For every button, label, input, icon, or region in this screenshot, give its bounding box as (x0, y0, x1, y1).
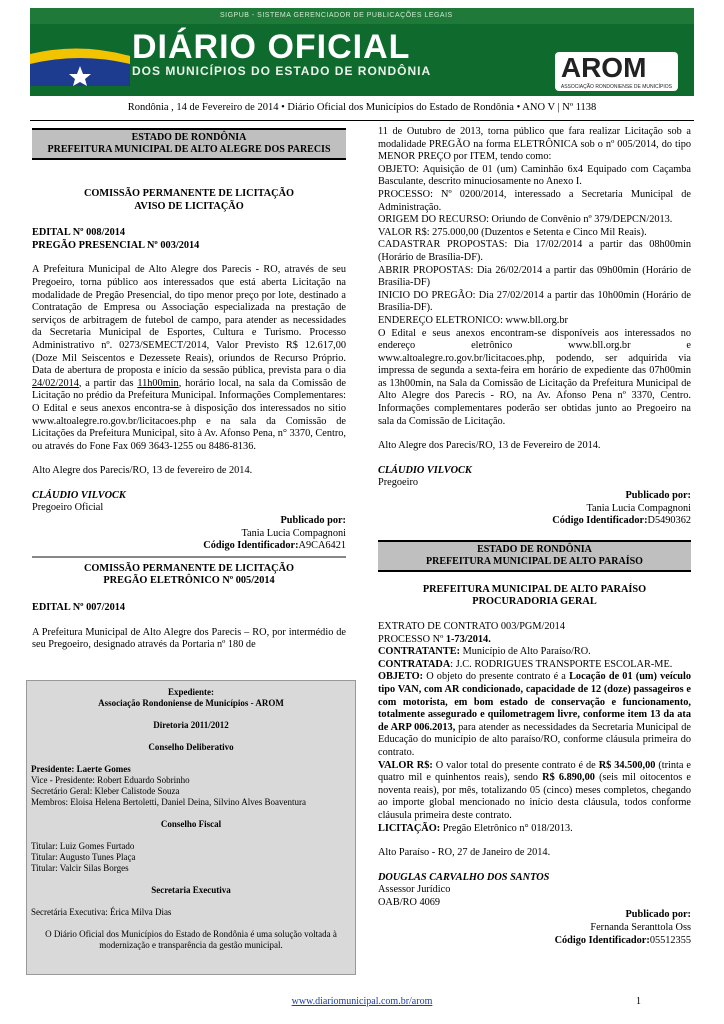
s1-time: 11h00min (137, 377, 179, 389)
r-endereco: ENDEREÇO ELETRONICO: www.bll.org.br (378, 314, 568, 326)
exp-title: Expediente: (168, 687, 214, 697)
s3-contratada-label: CONTRATADA (378, 658, 451, 670)
r-valor: VALOR R$: 275.000,00 (Duzentos e Setenta e Cinco Mil Reais). (378, 226, 647, 238)
r-code: D5490362 (647, 515, 691, 527)
s1-pregao: PREGÃO PRESENCIAL Nº 003/2014 (32, 239, 200, 251)
s3-place: Alto Paraíso - RO, 27 de Janeiro de 2014. (378, 847, 551, 859)
header-state-2: ESTADO DE RONDÔNIA (477, 543, 592, 555)
exp-vice: Vice - Presidente: Robert Eduardo Sobrinho (31, 775, 190, 785)
header-prefeitura: PREFEITURA MUNICIPAL DE ALTO ALEGRE DOS PARECIS (47, 144, 331, 155)
right-column (378, 126, 691, 947)
exp-titular-3: Titular: Valcir Silas Borges (31, 863, 129, 873)
r-pub-name: Tania Lucia Compagnoni (586, 502, 691, 514)
r-place: Alto Alegre dos Parecis/RO, 13 de Fevereiro de 2014. (378, 440, 601, 452)
page-number: 1 (636, 996, 641, 1007)
arom-logo (555, 52, 678, 91)
r-code-line (378, 515, 691, 528)
s1-pub-label: Publicado por: (280, 515, 346, 527)
header-prefeitura-2: PREFEITURA MUNICIPAL DE ALTO PARAÍSO (426, 555, 643, 567)
exp-presidente: Presidente: Laerte Gomes (31, 764, 131, 774)
s1-signature: CLÁUDIO VILVOCK (32, 489, 126, 501)
s1-body-c: , horário local, na sala da Comissão de Licitação no prédio da Prefeitura Municipal. Informações Complementares: O Edital e seus anexos encontra-se à disposição dos interessados no sitio www.altoalegre.ro.gov.br/licitacoes.php e na sala da Comissão de Licitações da Prefeitura Municipal, sito à Av. Afonso Pena, n° 3370, Centro, ou através do Fone Fax 069 3643-1255 ou 8486-8136. (32, 377, 347, 452)
s1-title1: COMISSÃO PERMANENTE DE LICITAÇÃO (83, 188, 295, 199)
s3-valor-f: (seis mil oitocentos e noventa reais), por mês, totalizando 05 (cinco) meses completos, chegando ao importe global mencionado no início desta cláusula, todos conforme cláusula primeira deste contrato. (378, 772, 692, 821)
left-column (32, 128, 346, 652)
r-p1: 11 de Outubro de 2013, torna público que fara realizar Licitação sob a modalidade PREGÃO na forma ELETRÔNICA sob o nº 005/2014, do tipo MENOR PREÇO por ITEM, tendo como: (378, 126, 691, 163)
s3-licitacao-label: LICITAÇÃO: (378, 822, 441, 834)
page-subtitle: DOS MUNICÍPIOS DO ESTADO DE RONDÔNIA (132, 64, 432, 78)
arom-logo-text: AROM (560, 52, 647, 83)
exp-org: Associação Rondoniense de Municípios - AROM (98, 698, 284, 708)
s3-contratante (378, 646, 691, 659)
arom-logo-sub: ASSOCIAÇÃO RONDONIENSE DE MUNICÍPIOS (560, 84, 672, 90)
r-code-label: Código Identificador: (552, 515, 648, 527)
sigpub-strip: SIGPUB - SISTEMA GERENCIADOR DE PUBLICAÇÕES LEGAIS (30, 8, 694, 24)
s3-pub-label: Publicado por: (625, 909, 691, 921)
header-state: ESTADO DE RONDÔNIA (131, 132, 247, 143)
r-processo: PROCESSO: Nº 0200/2014, interessado a Secretaria Municipal de Administração. (378, 188, 691, 213)
s3-processo-num: 1-73/2014. (445, 633, 491, 645)
s3-extrato: EXTRATO DE CONTRATO 003/PGM/2014 (378, 621, 565, 632)
exp-secretario: Secretário Geral: Kleber Calistode Souza (31, 786, 180, 796)
r-edital-info: O Edital e seus anexos encontram-se disponíveis aos interessados no endereço eletrônico www.bll.org.br e www.altoalegre.ro.gov.br/licitacoes.php, podendo, ser adquirida via impressa de segunda a sexta-feira em horário de expediente das 07h00min as 13h00min, na Sala da Comissão de Licitação da Prefeitura Municipal de Alto Alegre dos Parecis - RO, na Av. Afonso Pena nº 3370, Centro. Informações complementares poderão ser obtidas junto ao Pregoeiro na sala da Comissão de Licitação. (378, 327, 691, 427)
r-role: Pregoeiro (378, 477, 419, 489)
s3-valor-mensal: R$ 6.890,00 (542, 772, 595, 784)
s3-valor-b: O valor total do presente contrato é de (432, 759, 599, 771)
s3-pub-name: Fernanda Seranttola Oss (590, 922, 691, 934)
s1-body (32, 264, 346, 453)
exp-secretaria-name: Secretária Executiva: Érica Milva Dias (31, 907, 172, 917)
s1-pub-name: Tania Lucia Compagnoni (241, 527, 346, 539)
exp-membros: Membros: Eloisa Helena Bertoletti, Daniel Deina, Silvino Alves Boaventura (31, 797, 306, 807)
s3-valor-total: R$ 34.500,00 (598, 759, 656, 771)
s3-valor (378, 760, 691, 823)
s3-title1: PREFEITURA MUNICIPAL DE ALTO PARAÍSO (422, 583, 647, 595)
section-header-alto-alegre (32, 128, 346, 160)
s3-title2: PROCURADORIA GERAL (472, 596, 597, 608)
r-abrir: ABRIR PROPOSTAS: Dia 26/02/2014 a partir das 09h00min (Horário de Brasília-DF) (378, 264, 691, 289)
s3-objeto-bold: Locação de 01 (um) veículo tipo VAN, com AR condicionado, capacidade de 12 (doze) passageiros e com motorista, em bom estado de conservação e funcionamento, totalmente assegurado e quilometragem livre, conforme item 13 da ata de ARP 006.2013, (378, 671, 691, 733)
s1-date: 24/02/2014 (32, 377, 79, 389)
r-pub-label: Publicado por: (625, 490, 691, 502)
s1-code-label: Código Identificador: (203, 540, 299, 552)
s1-role: Pregoeiro Oficial (32, 502, 104, 514)
s3-code: 05512355 (649, 934, 691, 946)
masthead-banner (30, 8, 694, 96)
separator (32, 556, 346, 558)
s3-valor-label: VALOR R$: (378, 759, 433, 771)
s3-role: Assessor Jurídico (378, 884, 451, 896)
s3-contratante-value: Município de Alto Paraíso/RO. (460, 646, 591, 658)
footer-link[interactable]: www.diariomunicipal.com.br/arom (291, 996, 433, 1007)
s2-title2: PREGÃO ELETRÔNICO Nº 005/2014 (103, 575, 275, 587)
r-objeto: OBJETO: Aquisição de 01 (um) Caminhão 6x4 Equipado com Caçamba Basculante, descrito minuciosamente no Anexo I. (378, 163, 691, 188)
s2-edital: EDITAL Nº 007/2014 (32, 602, 126, 614)
rondonia-flag-icon (30, 46, 130, 86)
r-cadastrar: CADASTRAR PROPOSTAS: Dia 17/02/2014 a partir das 08h00min (Horário de Brasília-DF). (378, 239, 691, 263)
exp-diretoria: Diretoria 2011/2012 (153, 720, 229, 730)
exp-titular-1: Titular: Luiz Gomes Furtado (31, 841, 135, 851)
r-inicio: INICIO DO PREGÃO: Dia 27/02/2014 a partir das 10h00min (Horário de Brasília-DF). (378, 289, 691, 314)
exp-closing: O Diário Oficial dos Municípios do Estado de Rondônia é uma solução voltada à modernização e transparência da gestão municipal. (45, 929, 337, 950)
s3-valor-d: (trinta e quatro mil e quinhentos reais), sendo (378, 759, 691, 784)
s1-title2: AVISO DE LICITAÇÃO (134, 200, 244, 212)
header-rule (30, 120, 694, 121)
s3-objeto-a: O objeto do presente contrato é a (423, 671, 570, 683)
s3-signature: DOUGLAS CARVALHO DOS SANTOS (378, 871, 550, 883)
s3-oab: OAB/RO 4069 (378, 896, 441, 908)
s1-place: Alto Alegre dos Parecis/RO, 13 de fevereiro de 2014. (32, 465, 253, 477)
exp-conselho-fiscal: Conselho Fiscal (160, 819, 222, 829)
expediente-box (26, 680, 356, 975)
exp-conselho-deliberativo: Conselho Deliberativo (148, 742, 234, 752)
page-title: DIÁRIO OFICIAL (132, 28, 411, 66)
s1-edital: EDITAL Nº 008/2014 (32, 227, 126, 239)
s3-objeto (378, 671, 691, 759)
s3-contratante-label: CONTRATANTE: (378, 646, 460, 658)
s3-licitacao-value: Pregão Eletrônico n° 018/2013. (440, 822, 573, 834)
s1-body-b: , a partir das (78, 377, 138, 389)
r-signature: CLÁUDIO VILVOCK (378, 464, 472, 476)
s3-code-line (378, 935, 691, 948)
exp-secretaria-executiva: Secretaria Executiva (151, 885, 231, 895)
s3-objeto-d: para atender as necessidades da Secretaria Municipal de Educação do município de alto paraíso/RO, conforme cláusula primeira do contrato. (378, 721, 691, 758)
exp-titular-2: Titular: Augusto Tunes Plaça (31, 852, 136, 862)
s1-code: A9CA6421 (298, 540, 346, 552)
r-origem: ORIGEM DO RECURSO: Oriundo de Convênio nº 379/DEPCN/2013. (378, 214, 673, 226)
s1-body-a: A Prefeitura Municipal de Alto Alegre dos Parecis - RO, através de seu Pregoeiro, torna público aos interessados que está aberta Licitação na modalidade de Pregão Presencial, do tipo menor preço por lote, destinado a Contratação de Empresa ou Associação especializada na prestação de serviços de arbitragem de futebol de campo, para atender as necessidades da Secretaria Municipal de Esportes, Cultura e Turismo. Processo Administrativo nº. 0273/SEMECT/2014, Valor Previsto R$ 12.617,00 (Doze Mil Seiscentos e Dezessete Reais), oriundos de Recurso Próprio. Data de abertura de proposta e início da sessão pública, prevista para o dia (32, 264, 346, 377)
s3-contratada-value: : J.C. RODRIGUES TRANSPORTE ESCOLAR-ME. (450, 658, 673, 670)
s3-code-label: Código Identificador: (554, 934, 650, 946)
s2-title1: COMISSÃO PERMANENTE DE LICITAÇÃO (83, 562, 295, 574)
dateline: Rondônia , 14 de Fevereiro de 2014 • Diário Oficial dos Municípios do Estado de Rondônia • ANO V | Nº 1138 (127, 102, 597, 113)
s2-body: A Prefeitura Municipal de Alto Alegre dos Parecis – RO, por intermédio de seu Pregoeiro, designado através da Portaria nº 180 de (32, 626, 346, 651)
s3-processo (378, 634, 691, 647)
s3-objeto-label: OBJETO: (378, 671, 424, 683)
s1-code-line (32, 540, 346, 553)
s3-contratada (378, 659, 691, 672)
s3-processo-label: PROCESSO Nº (378, 633, 446, 645)
section-header-alto-paraiso (378, 540, 691, 572)
s3-licitacao (378, 823, 691, 836)
